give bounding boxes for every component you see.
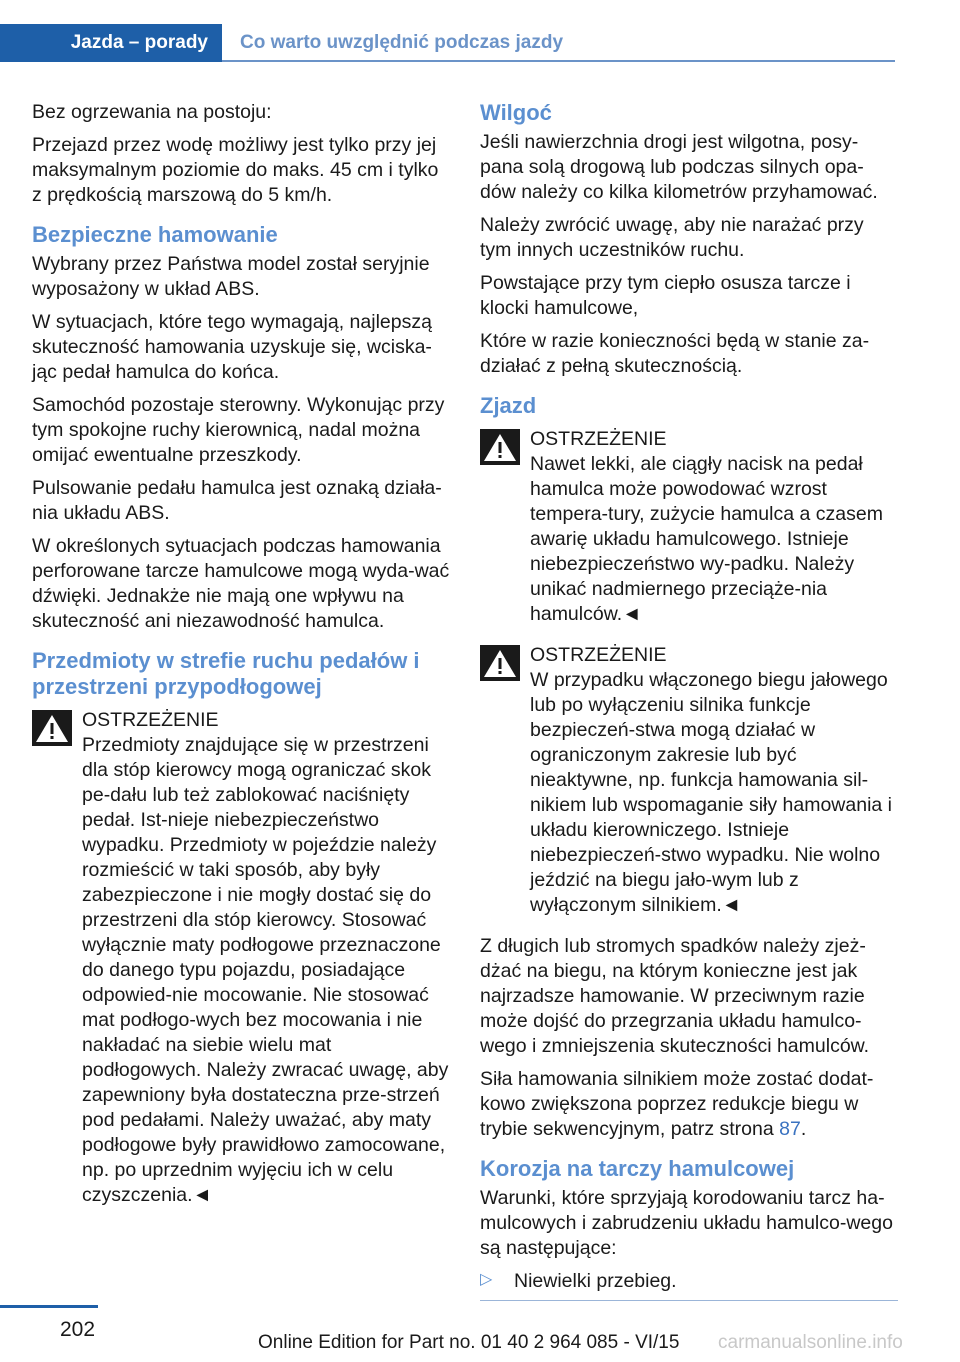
footer-divider bbox=[0, 1305, 98, 1308]
page-header bbox=[0, 0, 960, 62]
list-item bbox=[480, 1269, 898, 1294]
warning-text-content: W przypadku włączonego biegu jałowego lub po wyłączeniu silnika funkcje bezpieczeń-stwa mogą działać w ograniczonym zakresie lub być nieaktywne, np. funkcja hamowania sil-nikiem lub wspomaganie siły hamowania i układu kierowniczego. Istnieje niebezpieczeń-stwo wypadku. Nie wolno jeździć na biegu jało-wym lub z wyłączonym silnikiem.◄ bbox=[530, 669, 893, 916]
warning-title: OSTRZEŻENIE bbox=[82, 709, 219, 731]
heading-brake-corrosion: Korozja na tarczy hamulcowej bbox=[480, 1156, 795, 1181]
chapter-tab bbox=[0, 24, 222, 62]
warning-triangle-icon bbox=[32, 710, 72, 746]
triangle-bullet-icon: ▷ bbox=[480, 1271, 493, 1288]
text: . bbox=[800, 1118, 807, 1140]
paragraph: Warunki, które sprzyjają korodowaniu tarcz ha-mulcowych i zabrudzeniu układu hamulco-wego są następujące: bbox=[480, 1187, 893, 1259]
warning-block bbox=[480, 427, 898, 627]
page-number: 202 bbox=[60, 1318, 96, 1341]
paragraph: Samochód pozostaje sterowny. Wykonując przy tym spokojne ruchy kierownicą, nadal można omijać ewentualne przeszkody. bbox=[32, 394, 445, 466]
warning-text bbox=[32, 733, 450, 1208]
edition-note: Online Edition for Part no. 01 40 2 964 085 - VI/15 bbox=[258, 1332, 680, 1353]
paragraph: Pulsowanie pedału hamulca jest oznaką działa-nia układu ABS. bbox=[32, 477, 442, 524]
paragraph: Przejazd przez wodę możliwy jest tylko przy jej maksymalnym poziomie do maks. 45 cm i tylko z prędkością marszową do 5 km/h. bbox=[32, 134, 439, 206]
warning-text-content: Przedmioty znajdujące się w przestrzeni dla stóp kierowcy mogą ograniczać skok pe-dału lub też zablokować naciśnięty pedał. Ist-nieje niebezpieczeństwo wypadku. Przedmioty w pojeździe należy rozmieścić w taki sposób, aby były zabezpieczone i nie mogły dostać się do przestrzeni dla stóp kierowcy. Stosować wyłącznie maty podłogowe przeznaczone do danego typu pojazdu, posiadające odpowied-nie mocowanie. Nie stosować mat podłogo-wych bez mocowania i nie nakładać na siebie wielu mat podłogowych. Należy zwracać uwagę, aby zapewniony była dostateczna prze-strzeń pod pedałami. Należy uważać, aby maty podłogowe były prawidłowo zamocowane, np. po uprzednim wyjęciu ich w celu czyszczenia.◄ bbox=[82, 734, 449, 1206]
paragraph: Wybrany przez Państwa model został seryjnie wyposażony w układ ABS. bbox=[32, 253, 430, 300]
warning-text bbox=[530, 452, 898, 627]
section-title: Co warto uwzględnić podczas jazdy bbox=[240, 32, 564, 53]
right-column bbox=[480, 100, 898, 1301]
left-column bbox=[32, 100, 450, 1208]
warning-text bbox=[530, 668, 898, 918]
list-item-text: Niewielki przebieg. bbox=[514, 1270, 677, 1292]
heading-descent: Zjazd bbox=[480, 393, 537, 418]
heading-safe-braking: Bezpieczne hamowanie bbox=[32, 222, 278, 247]
chapter-title: Jazda – porady bbox=[70, 32, 208, 53]
warning-triangle-icon bbox=[480, 429, 520, 465]
page-link-87[interactable]: 87 bbox=[779, 1118, 801, 1140]
warning-title: OSTRZEŻENIE bbox=[530, 428, 667, 450]
paragraph-with-link bbox=[480, 1067, 898, 1142]
text: Siła hamowania silnikiem może zostać dodat-kowo zwiększona poprzez redukcje biegu w trybie sekwencyjnym, patrz strona bbox=[480, 1068, 874, 1140]
paragraph: Z długich lub stromych spadków należy zjeż-dżać na biegu, na którym konieczne jest jak najrzadsze hamowanie. W przeciwnym razie może dojść do przegrzania układu hamulco-wego i zmniejszenia skuteczności hamulców. bbox=[480, 935, 870, 1057]
paragraph: W sytuacjach, które tego wymagają, najlepszą skuteczność hamowania uzyskuje się, wciska-jąc pedał hamulca do końca. bbox=[32, 311, 432, 383]
paragraph: Bez ogrzewania na postoju: bbox=[32, 101, 272, 123]
heading-moisture: Wilgoć bbox=[480, 100, 552, 125]
paragraph: Powstające przy tym ciepło osusza tarcze i klocki hamulcowe, bbox=[480, 272, 851, 319]
list-divider bbox=[480, 1300, 898, 1301]
paragraph: Jeśli nawierzchnia drogi jest wilgotna, posy-pana solą drogową lub podczas silnych opa-dów należy co kilka kilometrów przyhamować. bbox=[480, 131, 878, 203]
warning-triangle-icon bbox=[480, 645, 520, 681]
paragraph: Należy zwrócić uwagę, aby nie narażać przy tym innych uczestników ruchu. bbox=[480, 214, 864, 261]
watermark: carmanualsonline.info bbox=[718, 1332, 903, 1353]
warning-text-content: Nawet lekki, ale ciągły nacisk na pedał hamulca może powodować wzrost tempera-tury, zużycie hamulca a czasem awarię układu hamulcowego. Istnieje niebezpieczeństwo wy-padku. Należy unikać nadmiernego przeciąże-nia hamulców.◄ bbox=[530, 453, 883, 625]
paragraph: W określonych sytuacjach podczas hamowania perforowane tarcze hamulcowe mogą wyda-wać dźwięki. Jednakże nie mają one wpływu na skuteczność ani niezawodność hamulca. bbox=[32, 535, 450, 632]
paragraph: Które w razie konieczności będą w stanie za-działać z pełną skutecznością. bbox=[480, 330, 870, 377]
warning-block bbox=[32, 708, 450, 1208]
header-divider bbox=[222, 60, 895, 62]
warning-title: OSTRZEŻENIE bbox=[530, 644, 667, 666]
heading-pedal-objects: Przedmioty w strefie ruchu pedałów i przestrzeni przypodłogowej bbox=[32, 648, 420, 699]
warning-block bbox=[480, 643, 898, 918]
